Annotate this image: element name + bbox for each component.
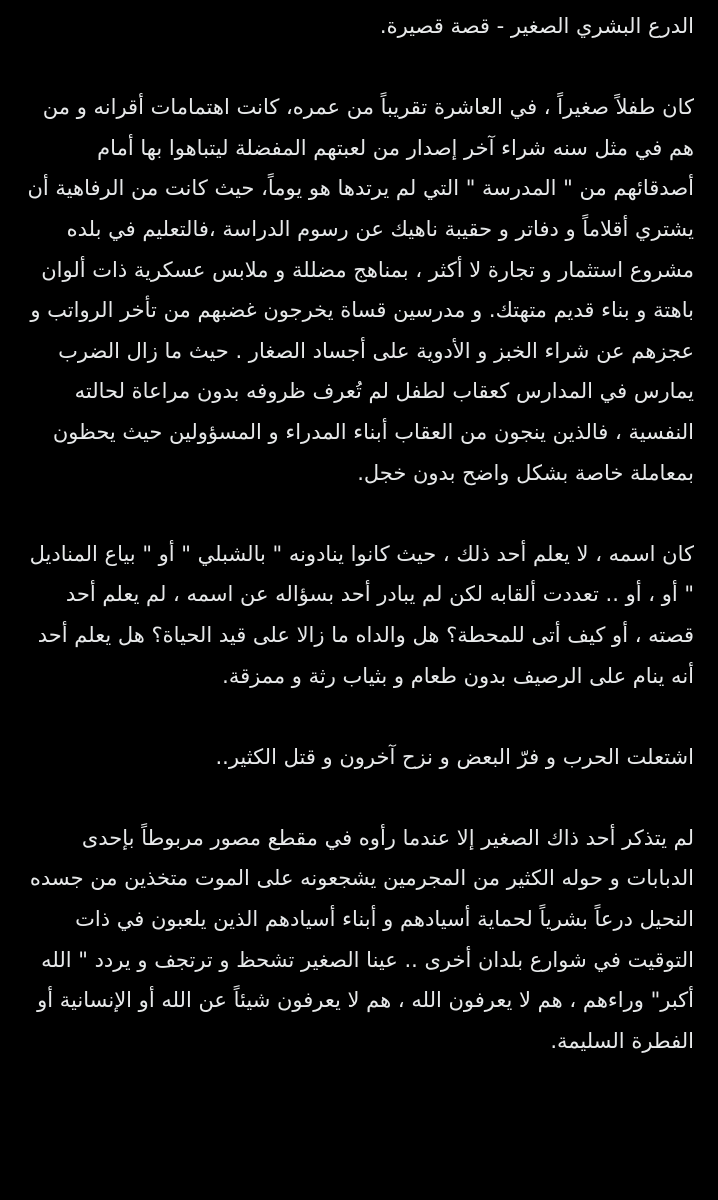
story-paragraph-3: اشتعلت الحرب و فرّ البعض و نزح آخرون و قتل الكثير.. bbox=[215, 744, 694, 769]
story-paragraph-4: لم يتذكر أحد ذاك الصغير إلا عندما رأوه في مقطع مصور مربوطاً بإحدى الدبابات و حوله الكثير من المجرمين يشجعونه على الموت متخذين من جسده النحيل درعاً بشرياً لحماية أسيادهم و أبناء أسيادهم الذين يلعبون في ذات التوقيت في شوارع بلدان أخرى .. عينا الصغير تشحظ و ترتجف و يردد " الله أكبر" وراءهم ، هم لا يعرفون الله ، هم لا يعرفون شيئاً عن الله أو الإنسانية أو الفطرة السليمة. bbox=[29, 825, 694, 1053]
story-paragraph-2: كان اسمه ، لا يعلم أحد ذلك ، حيث كانوا ينادونه " بالشبلي " أو " بياع المناديل " أو ، أو .. تعددت ألقابه لكن لم يبادر أحد بسؤاله عن اسمه ، لم يعلم أحد قصته ، أو كيف أتى للمحطة؟ هل والداه ما زالا على قيد الحياة؟ هل يعلم أحد أنه ينام على الرصيف بدون طعام و بثياب رثة و ممزقة. bbox=[29, 541, 694, 688]
story-paragraph-1: كان طفلاً صغيراً ، في العاشرة تقريباً من عمره، كانت اهتمامات أقرانه و من هم في مثل سنه شراء آخر إصدار من لعبتهم المفضلة ليتباهوا بها أمام أصدقائهم من " المدرسة " التي لم يرتدها هو يوماً، حيث كانت من الرفاهية أن يشتري أقلاماً و دفاتر و حقيبة ناهيك عن رسوم الدراسة ،فالتعليم في بلده مشروع استثمار و تجارة لا أكثر ، بمناهج مضللة و ملابس عسكرية ذات ألوان باهتة و بناء قديم متهتك. و مدرسين قساة يخرجون غضبهم من تأخر الرواتب و عجزهم عن شراء الخبز و الأدوية على أجساد الصغار . حيث ما زال الضرب يمارس في المدارس كعقاب لطفل لم تُعرف ظروفه بدون مراعاة لحالته النفسية ، فالذين ينجون من العقاب أبناء المدراء و المسؤولين حيث يحظون بمعاملة خاصة بشكل واضح بدون خجل. bbox=[27, 95, 694, 485]
story-title: الدرع البشري الصغير - قصة قصيرة. bbox=[379, 14, 694, 38]
